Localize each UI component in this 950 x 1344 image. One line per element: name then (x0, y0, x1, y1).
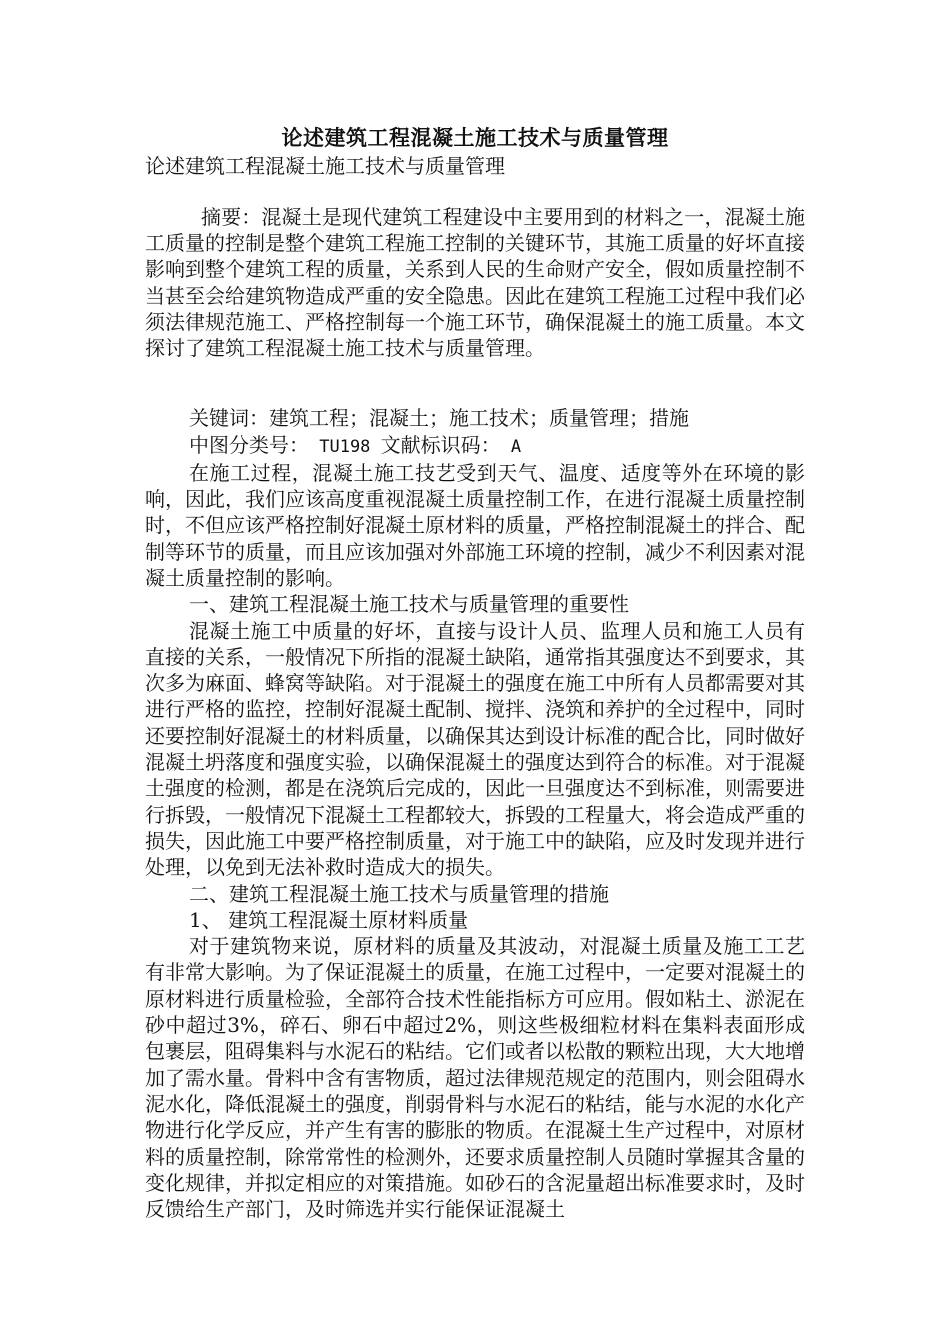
document-body (145, 124, 805, 1222)
classification-line (145, 432, 805, 460)
subsection1-heading: 1、 建筑工程混凝土原材料质量 (189, 907, 469, 932)
classification-code: TU198 (309, 436, 381, 457)
section2-heading: 二、建筑工程混凝土施工技术与质量管理的措施 (189, 881, 609, 906)
intro-paragraph: 在施工过程，混凝土施工技艺受到天气、温度、适度等外在环境的影响，因此，我们应该高度重视混凝土质量控制工作，在进行混凝土质量控制时，不但应该严格控制好混凝土原材料的质量，严格控制混凝土的拌合、配制等环节的质量，而且应该加强对外部施工环境的控制，减少不利因素对混凝土质量控制的影响。 (145, 460, 805, 590)
document-code: A (500, 436, 522, 457)
section1-paragraph: 混凝土施工中质量的好坏，直接与设计人员、监理人员和施工人员有直接的关系，一般情况下所指的混凝土缺陷，通常指其强度达不到要求，其次多为麻面、蜂窝等缺陷。对于混凝土的强度在施工中所有人员都需要对其进行严格的监控，控制好混凝土配制、搅拌、浇筑和养护的全过程中，同时还要控制好混凝土的材料质量，以确保其达到设计标准的配合比，同时做好混凝土坍落度和强度实验，以确保混凝土的强度达到符合的标准。对于混凝土强度的检测，都是在浇筑后完成的，因此一旦强度达不到标准，则需要进行拆毁，一般情况下混凝土工程都较大，拆毁的工程量大，将会造成严重的损失，因此施工中要严格控制质量，对于施工中的缺陷，应及时发现并进行处理，以免到无法补救时造成大的损失。 (145, 618, 805, 880)
document-code-label: 文献标识码： (380, 432, 501, 457)
subsection1-paragraph: 对于建筑物来说，原材料的质量及其波动，对混凝土质量及施工工艺有非常大影响。为了保证混凝土的质量，在施工过程中，一定要对混凝土的原材料进行质量检验，全部符合技术性能指标方可应用。假如粘土、淤泥在砂中超过3%，碎石、卵石中超过2%，则这些极细粒材料在集料表面形成包裹层，阻碍集料与水泥石的粘结。它们或者以松散的颗粒出现，大大地增加了需水量。骨料中含有害物质，超过法律规范规定的范围内，则会阻碍水泥水化，降低混凝土的强度，削弱骨料与水泥石的粘结，能与水泥的水化产物进行化学反应，并产生有害的膨胀的物质。在混凝土生产过程中，对原材料的质量控制，除常常性的检测外，还要求质量控制人员随时掌握其含量的变化规律，并拟定相应的对策措施。如砂石的含泥量超出标准要求时，及时反馈给生产部门，及时筛选并实行能保证混凝土 (145, 934, 805, 1222)
keywords-line: 关键词：建筑工程；混凝土；施工技术；质量管理；措施 (189, 406, 689, 431)
classification-label: 中图分类号： (189, 432, 309, 457)
document-title: 论述建筑工程混凝土施工技术与质量管理 (281, 125, 669, 150)
section1-heading: 一、建筑工程混凝土施工技术与质量管理的重要性 (189, 592, 629, 617)
paragraph-spacer (145, 361, 805, 405)
document-subtitle: 论述建筑工程混凝土施工技术与质量管理 (145, 154, 505, 178)
abstract-paragraph: 摘要：混凝土是现代建筑工程建设中主要用到的材料之一，混凝土施工质量的控制是整个建筑工程施工控制的关键环节，其施工质量的好坏直接影响到整个建筑工程的质量，关系到人民的生命财产安全，假如质量控制不当甚至会给建筑物造成严重的安全隐患。因此在建筑工程施工过程中我们必须法律规范施工、严格控制每一个施工环节，确保混凝土的施工质量。本文探讨了建筑工程混凝土施工技术与质量管理。 (145, 205, 805, 361)
